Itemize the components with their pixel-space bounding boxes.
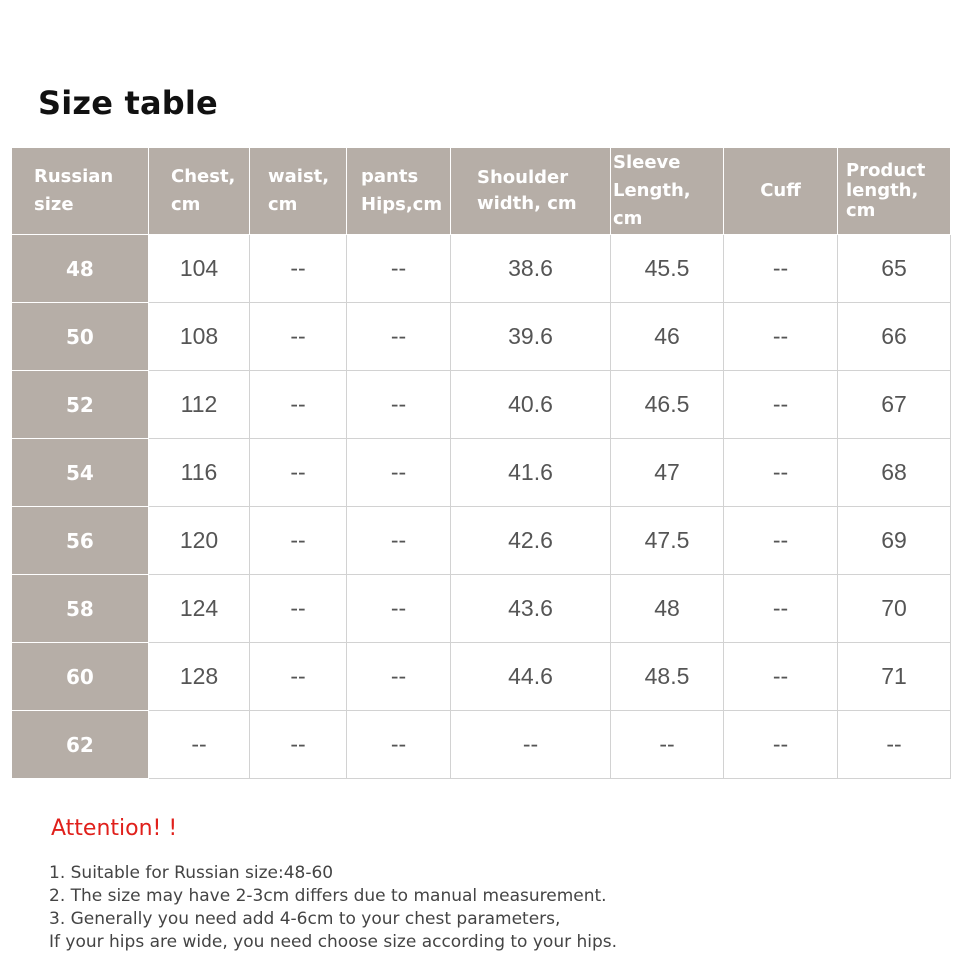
size-cell: 56: [12, 507, 149, 575]
hips-cell: --: [347, 303, 451, 371]
sleeve-cell: 48: [611, 575, 724, 643]
table-row: [12, 371, 951, 439]
table-row: [12, 507, 951, 575]
page-title: Size table: [38, 84, 218, 122]
column-header-waist: waist, cm: [250, 148, 347, 235]
column-header-product-length: Product length, cm: [838, 148, 951, 235]
shoulder-cell: --: [451, 711, 611, 779]
cuff-cell: --: [724, 507, 838, 575]
shoulder-cell: 38.6: [451, 235, 611, 303]
hips-cell: --: [347, 439, 451, 507]
length-cell: 71: [838, 643, 951, 711]
shoulder-cell: 44.6: [451, 643, 611, 711]
size-cell: 50: [12, 303, 149, 371]
chest-cell: 116: [149, 439, 250, 507]
table-header-row: [12, 148, 951, 235]
waist-cell: --: [250, 235, 347, 303]
column-header-chest: Chest, cm: [149, 148, 250, 235]
waist-cell: --: [250, 371, 347, 439]
length-cell: 70: [838, 575, 951, 643]
cuff-cell: --: [724, 439, 838, 507]
waist-cell: --: [250, 575, 347, 643]
shoulder-cell: 39.6: [451, 303, 611, 371]
chest-cell: 112: [149, 371, 250, 439]
waist-cell: --: [250, 439, 347, 507]
cuff-cell: --: [724, 303, 838, 371]
size-table: [11, 147, 951, 779]
hips-cell: --: [347, 507, 451, 575]
cuff-cell: --: [724, 643, 838, 711]
hips-cell: --: [347, 711, 451, 779]
waist-cell: --: [250, 643, 347, 711]
table-row: [12, 643, 951, 711]
chest-cell: 124: [149, 575, 250, 643]
waist-cell: --: [250, 303, 347, 371]
length-cell: 67: [838, 371, 951, 439]
sleeve-cell: 45.5: [611, 235, 724, 303]
size-cell: 48: [12, 235, 149, 303]
column-header-russian-size: Russian size: [12, 148, 149, 235]
shoulder-cell: 40.6: [451, 371, 611, 439]
length-cell: 66: [838, 303, 951, 371]
size-cell: 58: [12, 575, 149, 643]
waist-cell: --: [250, 711, 347, 779]
size-cell: 52: [12, 371, 149, 439]
length-cell: 68: [838, 439, 951, 507]
note-item: If your hips are wide, you need choose size according to your hips.: [49, 932, 618, 952]
chest-cell: 128: [149, 643, 250, 711]
hips-cell: --: [347, 643, 451, 711]
chest-cell: 104: [149, 235, 250, 303]
size-cell: 62: [12, 711, 149, 779]
cuff-cell: --: [724, 371, 838, 439]
note-item: 2. The size may have 2-3cm differs due to manual measurement.: [49, 886, 607, 906]
table-row: [12, 235, 951, 303]
size-cell: 60: [12, 643, 149, 711]
chest-cell: 108: [149, 303, 250, 371]
chest-cell: 120: [149, 507, 250, 575]
sleeve-cell: 47.5: [611, 507, 724, 575]
column-header-shoulder-width: Shoulder width, cm: [451, 148, 611, 235]
hips-cell: --: [347, 235, 451, 303]
table-row: [12, 303, 951, 371]
table-row: [12, 575, 951, 643]
sleeve-cell: 47: [611, 439, 724, 507]
sleeve-cell: 46: [611, 303, 724, 371]
column-header-cuff: Cuff: [724, 148, 838, 235]
sleeve-cell: --: [611, 711, 724, 779]
attention-heading: Attention! !: [51, 816, 178, 841]
hips-cell: --: [347, 371, 451, 439]
note-item: 1. Suitable for Russian size:48-60: [49, 863, 334, 883]
shoulder-cell: 43.6: [451, 575, 611, 643]
sleeve-cell: 48.5: [611, 643, 724, 711]
length-cell: --: [838, 711, 951, 779]
cuff-cell: --: [724, 711, 838, 779]
hips-cell: --: [347, 575, 451, 643]
column-header-sleeve-length: Sleeve Length, cm: [611, 148, 724, 235]
size-cell: 54: [12, 439, 149, 507]
waist-cell: --: [250, 507, 347, 575]
notes-list: [49, 862, 617, 954]
chest-cell: --: [149, 711, 250, 779]
shoulder-cell: 41.6: [451, 439, 611, 507]
cuff-cell: --: [724, 575, 838, 643]
sleeve-cell: 46.5: [611, 371, 724, 439]
length-cell: 69: [838, 507, 951, 575]
shoulder-cell: 42.6: [451, 507, 611, 575]
table-row: [12, 711, 951, 779]
column-header-pants-hips: pants Hips,cm: [347, 148, 451, 235]
length-cell: 65: [838, 235, 951, 303]
note-item: 3. Generally you need add 4-6cm to your chest parameters,: [49, 909, 561, 929]
table-row: [12, 439, 951, 507]
cuff-cell: --: [724, 235, 838, 303]
